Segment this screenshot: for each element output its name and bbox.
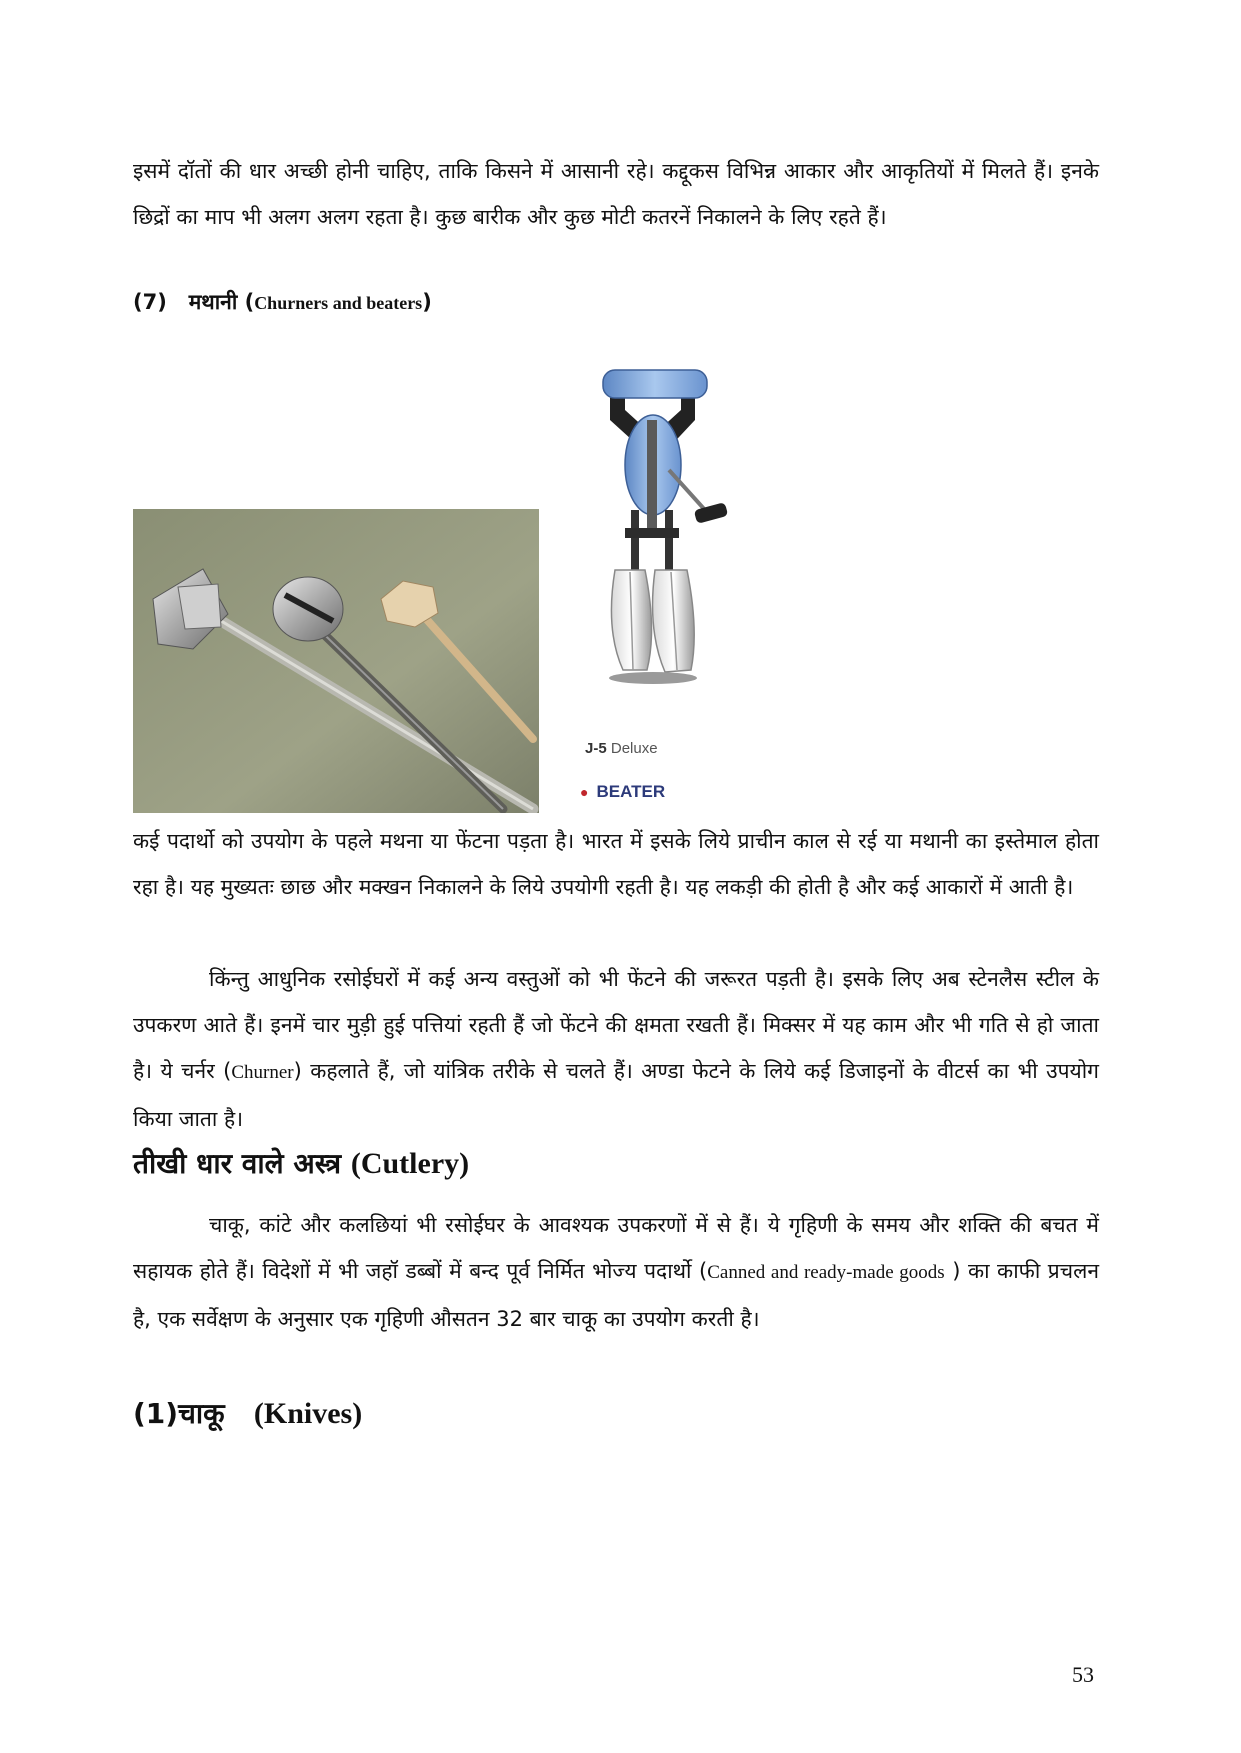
cutlery-heading-hindi: तीखी धार वाले अस्त्र: [133, 1147, 342, 1180]
intro-paragraph: इसमें दॉतों की धार अच्छी होनी चाहिए, ताकि किसने में आसानी रहे। कद्दूकस विभिन्न आकार और आकृतियों में मिलते हैं। इनके छिद्रों का माप भी अलग अलग रहता है। कुछ बारीक और कुछ मोटी कतरनें निकालने के लिए रहते हैं।: [133, 159, 1099, 229]
paragraph-churning: कई पदार्थो को उपयोग के पहले मथना या फेंटना पड़ता है। भारत में इसके लिये प्राचीन काल से रई या मथानी का इस्तेमाल होता रहा है। यह मुख्यतः छाछ और मक्खन निकालने के लिये उपयोगी रहती है। यह लकड़ी की होती है और कई आकारों में आती है।: [133, 829, 1099, 899]
paragraph-cutlery: चाकू, कांटे और कलछियां भी रसोईघर के आवश्यक उपकरणों में से हैं। ये गृहिणी के समय और शक्ति की बचत में सहायक होते हैं। विदेशों में भी जहॉ डब्बों में बन्द पूर्व निर्मित भोज्य पदार्थो (Canned and ready-made goods ) का काफी प्रचलन है, एक सर्वेक्षण के अनुसार एक गृहिणी औसतन 32 बार चाकू का उपयोग करती है।: [133, 1213, 1099, 1331]
section-title-english: Churners and beaters: [254, 293, 423, 313]
churners-photo: [133, 509, 539, 813]
page-number: 53: [1072, 1662, 1094, 1687]
knives-heading: [133, 1394, 362, 1432]
model-code: J-5: [585, 740, 607, 757]
beater-label-text: BEATER: [596, 782, 666, 801]
beater-model-caption: [585, 740, 658, 757]
paragraph-modern-churners: किंन्तु आधुनिक रसोईघरों में कई अन्य वस्तुओं को भी फेंटने की जरूरत पड़ती है। इसके लिए अब स्टेनलैस स्टील के उपकरण आते हैं। इनमें चार मुड़ी हुई पत्तियां रहती हैं जो फेंटने की क्षमता रखती हैं। मिक्सर में यह काम और भी गति से हो जाता है। ये चर्नर (Churner) कहलाते हैं, जो यांत्रिक तरीके से चलते हैं। अण्डा फेटने के लिये कई डिजाइनों के वीटर्स का भी उपयोग किया जाता है।: [133, 967, 1099, 1131]
beater-label: [580, 782, 665, 802]
churners-illustration: [133, 509, 539, 813]
beater-icon: [565, 360, 805, 720]
cutlery-heading-english: (Cutlery): [350, 1147, 470, 1180]
knives-heading-hindi: (1)चाकू: [133, 1397, 225, 1430]
rotary-beater-image: [565, 360, 805, 720]
section-7-heading: (7) मथानी (Churners and beaters): [133, 290, 432, 314]
model-name: Deluxe: [610, 740, 658, 757]
bullet-icon: ●: [580, 784, 589, 800]
section-number: (7): [133, 290, 167, 314]
cutlery-heading: [133, 1144, 469, 1182]
knives-heading-english: (Knives): [253, 1397, 363, 1430]
section-title-hindi: मथानी: [188, 290, 238, 314]
